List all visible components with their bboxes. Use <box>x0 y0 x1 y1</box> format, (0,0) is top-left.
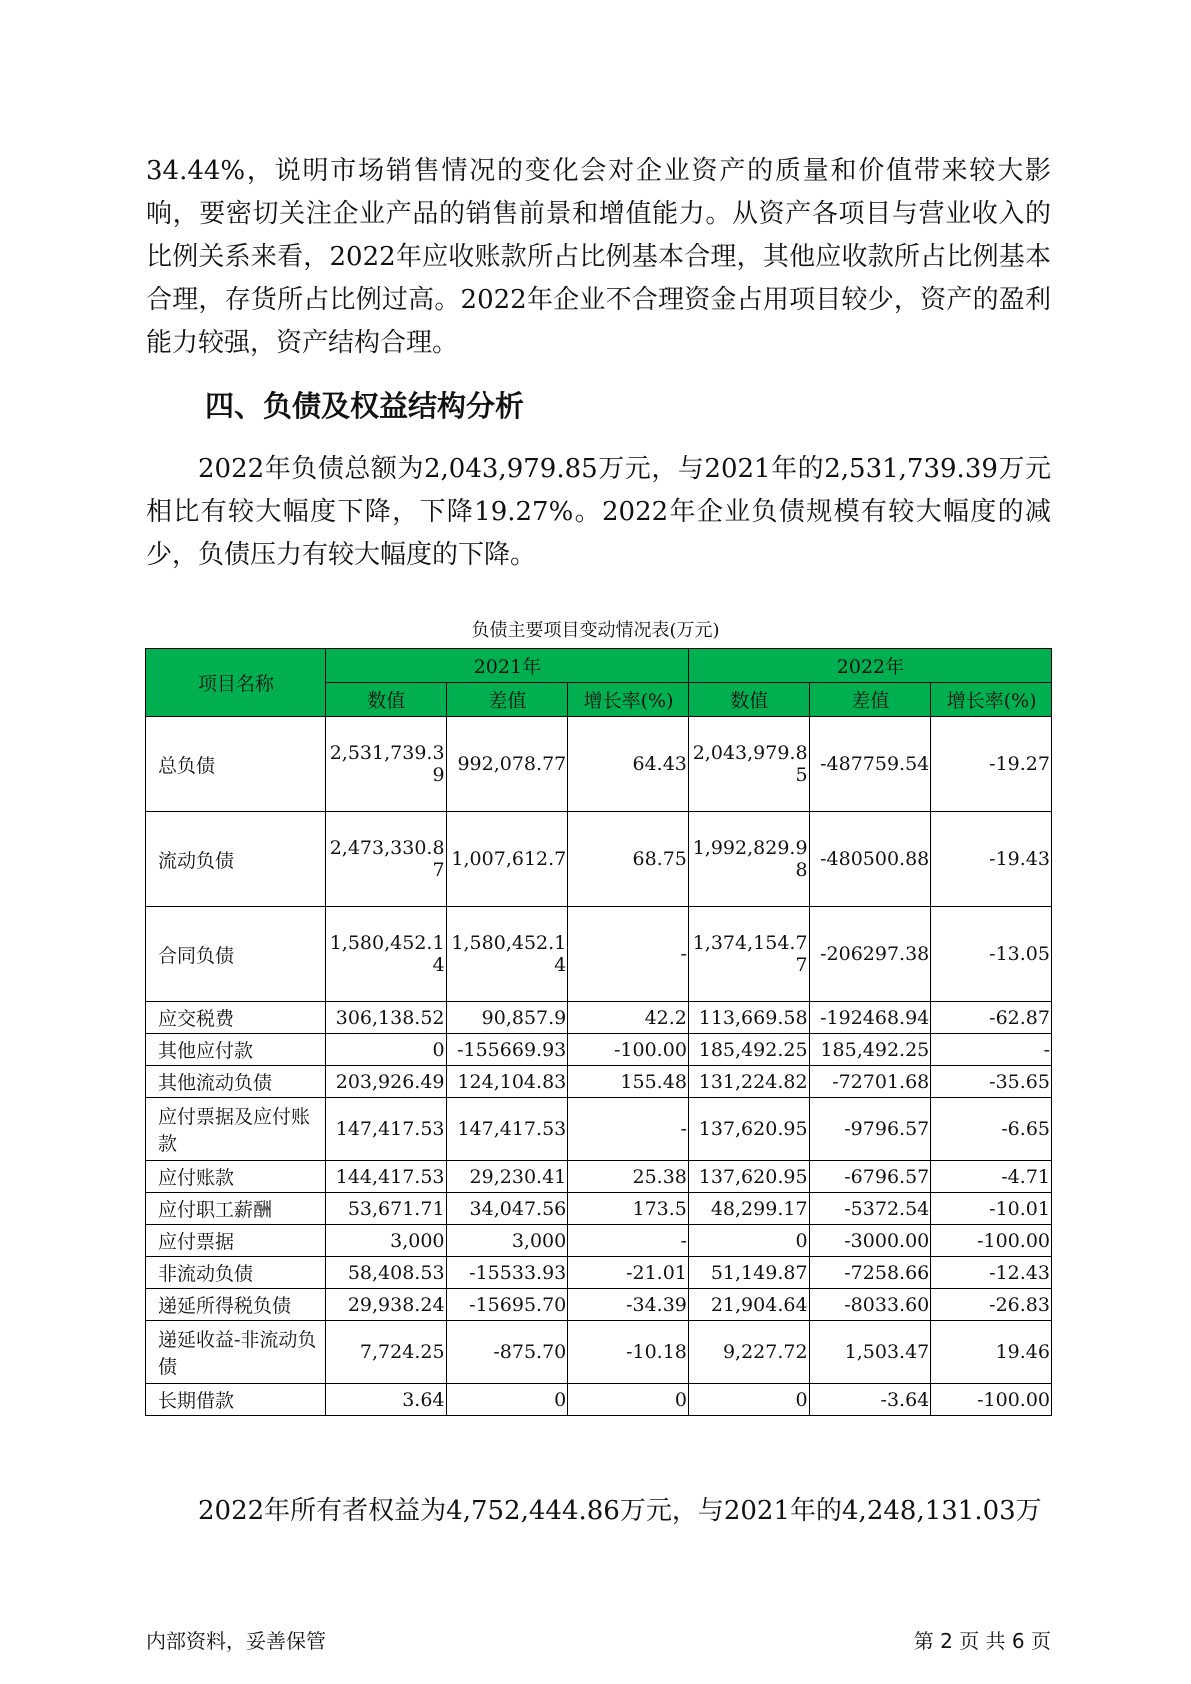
cell-difference-2022: -6796.57 <box>809 1161 931 1193</box>
cell-difference-2021: 147,417.53 <box>446 1098 568 1161</box>
cell-difference-2021: 90,857.9 <box>446 1002 568 1034</box>
cell-value-2022: 137,620.95 <box>688 1098 809 1161</box>
cell-difference-2021: 1,580,452.14 <box>446 907 568 1002</box>
cell-value-2021: 2,531,739.39 <box>325 717 446 812</box>
cell-growth-2022: -19.27 <box>931 717 1052 812</box>
cell-value-2021: 3,000 <box>325 1225 446 1257</box>
table-row <box>146 1034 1052 1066</box>
cell-difference-2022: -192468.94 <box>809 1002 931 1034</box>
cell-value-2021: 147,417.53 <box>325 1098 446 1161</box>
table-row <box>146 1066 1052 1098</box>
cell-difference-2021: 34,047.56 <box>446 1193 568 1225</box>
header-value-2021: 数值 <box>325 683 446 717</box>
cell-value-2022: 137,620.95 <box>688 1161 809 1193</box>
cell-value-2022: 48,299.17 <box>688 1193 809 1225</box>
cell-difference-2021: 992,078.77 <box>446 717 568 812</box>
header-difference-2022: 差值 <box>809 683 931 717</box>
cell-difference-2022: -3000.00 <box>809 1225 931 1257</box>
cell-growth-2021: 0 <box>568 1384 689 1416</box>
row-item-name: 递延收益-非流动负债 <box>146 1321 326 1384</box>
header-growth-2021: 增长率(%) <box>568 683 689 717</box>
table-caption: 负债主要项目变动情况表(万元) <box>471 620 720 641</box>
cell-growth-2021: 68.75 <box>568 812 689 907</box>
cell-difference-2021: 3,000 <box>446 1225 568 1257</box>
cell-value-2022: 0 <box>688 1384 809 1416</box>
table-row <box>146 717 1052 812</box>
cell-growth-2021: 64.43 <box>568 717 689 812</box>
cell-growth-2021: 25.38 <box>568 1161 689 1193</box>
cell-growth-2022: -4.71 <box>931 1161 1052 1193</box>
header-value-2022: 数值 <box>688 683 809 717</box>
cell-difference-2022: -3.64 <box>809 1384 931 1416</box>
cell-growth-2022: -26.83 <box>931 1289 1052 1321</box>
cell-value-2021: 0 <box>325 1034 446 1066</box>
cell-growth-2021: 173.5 <box>568 1193 689 1225</box>
paragraph-equity-summary: 2022年所有者权益为4,752,444.86万元，与2021年的4,248,131.03万 <box>198 1496 1042 1526</box>
cell-value-2021: 2,473,330.87 <box>325 812 446 907</box>
cell-value-2022: 21,904.64 <box>688 1289 809 1321</box>
cell-difference-2021: 29,230.41 <box>446 1161 568 1193</box>
row-item-name: 应付票据及应付账款 <box>146 1098 326 1161</box>
cell-value-2022: 185,492.25 <box>688 1034 809 1066</box>
cell-difference-2022: 1,503.47 <box>809 1321 931 1384</box>
cell-value-2021: 7,724.25 <box>325 1321 446 1384</box>
header-year-2021: 2021年 <box>325 649 688 683</box>
cell-growth-2022: -10.01 <box>931 1193 1052 1225</box>
cell-difference-2022: -8033.60 <box>809 1289 931 1321</box>
row-item-name: 总负债 <box>146 717 326 812</box>
cell-growth-2022: -13.05 <box>931 907 1052 1002</box>
cell-value-2021: 58,408.53 <box>325 1257 446 1289</box>
cell-growth-2021: -21.01 <box>568 1257 689 1289</box>
table-row <box>146 1161 1052 1193</box>
cell-value-2022: 0 <box>688 1225 809 1257</box>
cell-value-2021: 144,417.53 <box>325 1161 446 1193</box>
cell-value-2022: 51,149.87 <box>688 1257 809 1289</box>
table-body <box>146 717 1052 1416</box>
table-row <box>146 1225 1052 1257</box>
cell-difference-2022: 185,492.25 <box>809 1034 931 1066</box>
cell-growth-2022: -19.43 <box>931 812 1052 907</box>
table-row <box>146 1384 1052 1416</box>
cell-growth-2021: 42.2 <box>568 1002 689 1034</box>
footer-confidential-note: 内部资料，妥善保管 <box>146 1629 326 1653</box>
cell-growth-2022: - <box>931 1034 1052 1066</box>
cell-difference-2021: -15533.93 <box>446 1257 568 1289</box>
cell-growth-2022: -100.00 <box>931 1384 1052 1416</box>
table-row <box>146 1002 1052 1034</box>
cell-difference-2021: -15695.70 <box>446 1289 568 1321</box>
section-heading: 四、负债及权益结构分析 <box>205 389 525 423</box>
table-row <box>146 1193 1052 1225</box>
cell-difference-2021: -875.70 <box>446 1321 568 1384</box>
cell-value-2022: 1,992,829.98 <box>688 812 809 907</box>
cell-value-2021: 3.64 <box>325 1384 446 1416</box>
cell-growth-2021: - <box>568 907 689 1002</box>
row-item-name: 应付票据 <box>146 1225 326 1257</box>
cell-difference-2022: -487759.54 <box>809 717 931 812</box>
row-item-name: 应付职工薪酬 <box>146 1193 326 1225</box>
cell-value-2022: 2,043,979.85 <box>688 717 809 812</box>
cell-value-2022: 1,374,154.77 <box>688 907 809 1002</box>
cell-growth-2021: -34.39 <box>568 1289 689 1321</box>
cell-value-2021: 1,580,452.14 <box>325 907 446 1002</box>
cell-difference-2021: -155669.93 <box>446 1034 568 1066</box>
cell-value-2022: 9,227.72 <box>688 1321 809 1384</box>
cell-growth-2021: 155.48 <box>568 1066 689 1098</box>
row-item-name: 流动负债 <box>146 812 326 907</box>
paragraph-liability-summary: 2022年负债总额为2,043,979.85万元，与2021年的2,531,739.39万元相比有较大幅度下降，下降19.27%。2022年企业负债规模有较大幅度的减少，负债压力有较大幅度的下降。 <box>146 454 1051 570</box>
cell-difference-2022: -5372.54 <box>809 1193 931 1225</box>
cell-difference-2021: 124,104.83 <box>446 1066 568 1098</box>
cell-value-2021: 29,938.24 <box>325 1289 446 1321</box>
cell-difference-2022: -480500.88 <box>809 812 931 907</box>
cell-value-2021: 203,926.49 <box>325 1066 446 1098</box>
row-item-name: 长期借款 <box>146 1384 326 1416</box>
header-growth-2022: 增长率(%) <box>931 683 1052 717</box>
cell-value-2021: 306,138.52 <box>325 1002 446 1034</box>
cell-growth-2022: 19.46 <box>931 1321 1052 1384</box>
row-item-name: 其他应付款 <box>146 1034 326 1066</box>
cell-growth-2022: -12.43 <box>931 1257 1052 1289</box>
cell-difference-2022: -7258.66 <box>809 1257 931 1289</box>
row-item-name: 应付账款 <box>146 1161 326 1193</box>
table-row <box>146 1321 1052 1384</box>
table-row <box>146 907 1052 1002</box>
cell-growth-2021: - <box>568 1098 689 1161</box>
cell-growth-2021: -100.00 <box>568 1034 689 1066</box>
row-item-name: 递延所得税负债 <box>146 1289 326 1321</box>
table-row <box>146 1289 1052 1321</box>
table-row <box>146 1098 1052 1161</box>
cell-growth-2022: -35.65 <box>931 1066 1052 1098</box>
cell-difference-2022: -206297.38 <box>809 907 931 1002</box>
row-item-name: 其他流动负债 <box>146 1066 326 1098</box>
cell-growth-2022: -100.00 <box>931 1225 1052 1257</box>
liability-table <box>145 648 1052 1416</box>
row-item-name: 应交税费 <box>146 1002 326 1034</box>
cell-growth-2021: - <box>568 1225 689 1257</box>
cell-difference-2021: 1,007,612.7 <box>446 812 568 907</box>
header-difference-2021: 差值 <box>446 683 568 717</box>
cell-value-2022: 113,669.58 <box>688 1002 809 1034</box>
cell-growth-2021: -10.18 <box>568 1321 689 1384</box>
header-item-name: 项目名称 <box>146 649 326 717</box>
cell-value-2022: 131,224.82 <box>688 1066 809 1098</box>
row-item-name: 非流动负债 <box>146 1257 326 1289</box>
paragraph-asset-summary: 34.44%，说明市场销售情况的变化会对企业资产的质量和价值带来较大影响，要密切关注企业产品的销售前景和增值能力。从资产各项目与营业收入的比例关系来看，2022年应收账款所占比例基本合理，其他应收款所占比例基本合理，存货所占比例过高。2022年企业不合理资金占用项目较少，资产的盈利能力较强，资产结构合理。 <box>146 156 1051 358</box>
table-row <box>146 812 1052 907</box>
cell-growth-2022: -62.87 <box>931 1002 1052 1034</box>
footer-page-number: 第 2 页 共 6 页 <box>913 1629 1051 1653</box>
cell-difference-2022: -9796.57 <box>809 1098 931 1161</box>
cell-difference-2021: 0 <box>446 1384 568 1416</box>
cell-growth-2022: -6.65 <box>931 1098 1052 1161</box>
row-item-name: 合同负债 <box>146 907 326 1002</box>
cell-value-2021: 53,671.71 <box>325 1193 446 1225</box>
header-year-2022: 2022年 <box>688 649 1051 683</box>
cell-difference-2022: -72701.68 <box>809 1066 931 1098</box>
table-row <box>146 1257 1052 1289</box>
